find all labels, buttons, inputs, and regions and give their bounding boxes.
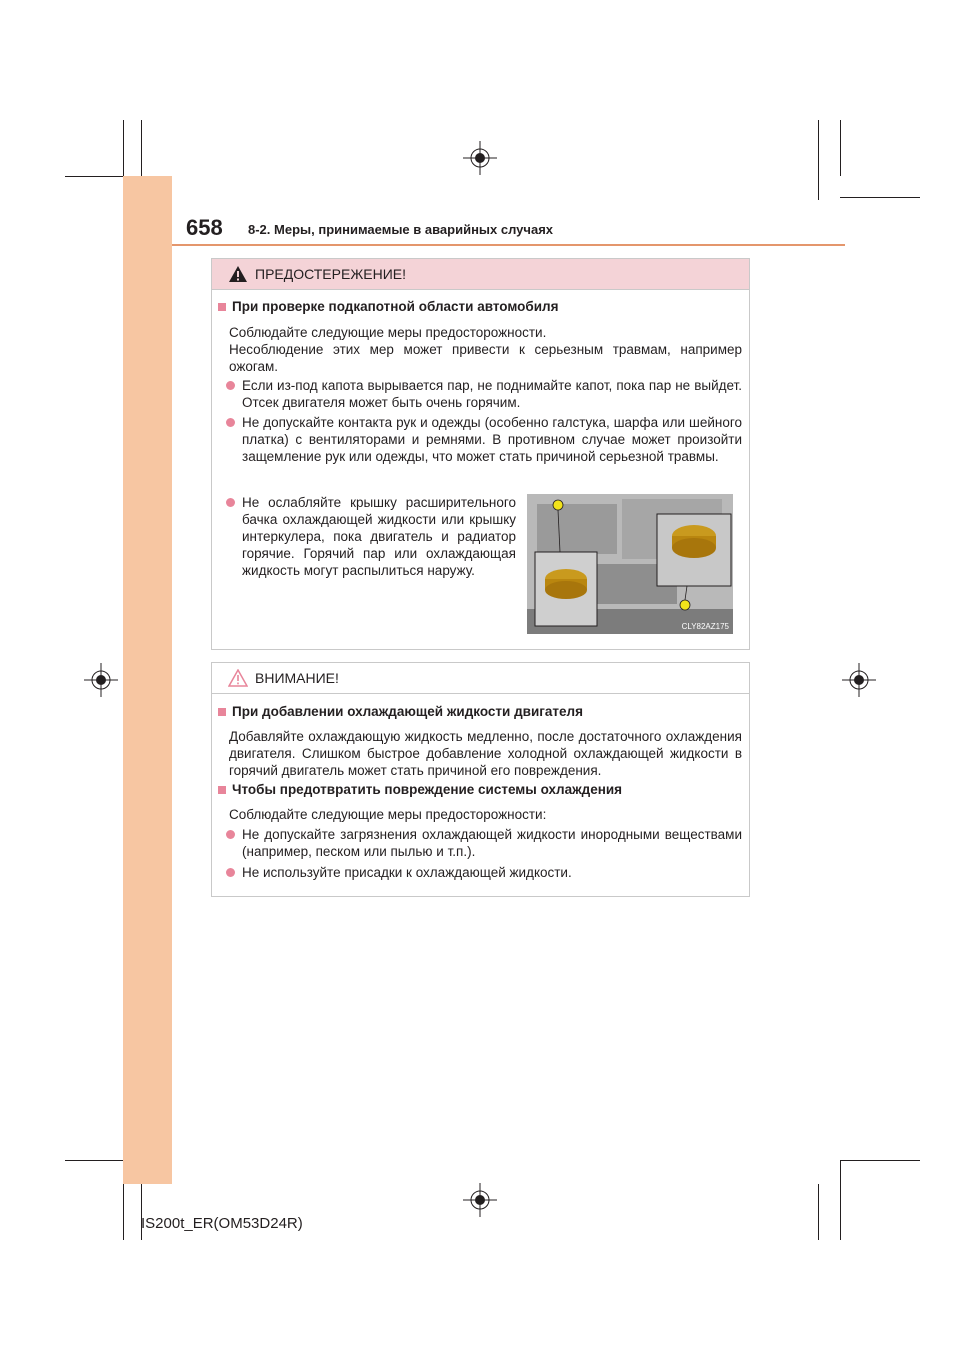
crop-mark: [818, 120, 819, 200]
warning-subheading: [218, 299, 559, 314]
warning-bullet-2: Не допускайте контакта рук и одежды (особенно галстука, шарфа или шейного платка) с вентиляторами и ремнями. В противном случае может произойти защемление рук или одежды, что может стать причиной серьезной травмы.: [226, 414, 742, 465]
caution-box-title: ВНИМАНИЕ!: [255, 670, 339, 686]
warning-bullet-1: Если из-под капота вырывается пар, не поднимайте капот, пока пар не выйдет. Отсек двигателя может быть очень горячим.: [226, 377, 742, 411]
warning-bullet-3: Не ослабляйте крышку расширительного бачка охлаждающей жидкости или крышку интеркулера, пока двигатель и радиатор горячие. Горячий пар или охлаждающая жидкость могут распылиться наружу.: [226, 494, 516, 579]
document-code: IS200t_ER(OM53D24R): [141, 1215, 303, 1232]
caution-paragraph-1: Добавляйте охлаждающую жидкость медленно, после достаточного охлаждения двигателя. Слишком быстрое добавление холодной охлаждающей жидкости в горячий двигатель может стать причиной его повреждения.: [229, 729, 742, 778]
round-bullet-icon: [226, 868, 235, 877]
crop-mark: [840, 120, 841, 176]
caution-box-header: [212, 663, 749, 694]
square-bullet-icon: [218, 786, 226, 794]
crop-mark: [65, 1160, 123, 1161]
caution-bullet-1: Не допускайте загрязнения охлаждающей жидкости инородными веществами (например, песком или пылью и т.п.).: [226, 826, 742, 860]
registration-mark-icon: [463, 141, 497, 175]
crop-mark: [123, 120, 124, 176]
registration-mark-icon: [842, 663, 876, 697]
caution-triangle-icon: [228, 669, 248, 687]
warning-intro2: Несоблюдение этих мер может привести к серьезным травмам, например ожогам.: [229, 342, 742, 374]
warning-triangle-icon: [228, 265, 248, 283]
section-title: 8-2. Меры, принимаемые в аварийных случаях: [248, 222, 554, 237]
chapter-color-band: [123, 176, 172, 1184]
registration-mark-icon: [463, 1183, 497, 1217]
square-bullet-icon: [218, 303, 226, 311]
registration-mark-icon: [84, 663, 118, 697]
caution-box: [211, 662, 750, 897]
warning-intro: Соблюдайте следующие меры предосторожности.: [229, 325, 547, 340]
crop-mark: [818, 1184, 819, 1240]
page-number: 658: [186, 215, 223, 240]
caution-bullet-2: Не используйте присадки к охлаждающей жидкости.: [226, 864, 742, 881]
engine-bay-photo: [527, 494, 733, 634]
photo-code: CLY82AZ175: [681, 622, 729, 631]
crop-mark: [840, 197, 920, 198]
round-bullet-icon: [226, 498, 235, 507]
caution-subheading-2: Чтобы предотвратить повреждение системы охлаждения: [218, 782, 622, 797]
round-bullet-icon: [226, 830, 235, 839]
round-bullet-icon: [226, 381, 235, 390]
square-bullet-icon: [218, 708, 226, 716]
warning-subheading-text: При проверке подкапотной области автомобиля: [232, 299, 559, 314]
warning-box-header: [212, 259, 749, 290]
header-rule: [172, 244, 845, 246]
warning-box-title: ПРЕДОСТЕРЕЖЕНИЕ!: [255, 266, 406, 282]
caution-paragraph-2: Соблюдайте следующие меры предосторожности:: [229, 807, 547, 822]
round-bullet-icon: [226, 418, 235, 427]
caution-subheading-1: При добавлении охлаждающей жидкости двигателя: [218, 704, 583, 719]
crop-mark: [840, 1160, 920, 1161]
crop-mark: [840, 1160, 841, 1240]
